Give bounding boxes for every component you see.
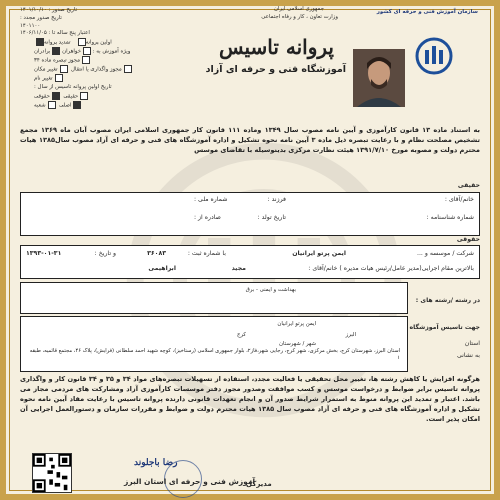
reg-date-value: ۱۳۹۳-۰۱-۳۱: [26, 250, 62, 257]
signer-name: رضا باجلوند: [134, 458, 178, 468]
agency-name: سازمان آموزش فنی و حرفه ای کشور: [376, 9, 478, 15]
certificate-body: [14, 0, 486, 500]
closing-text: هرگونه افزایش یا کاهش رشته ها، تغییر محل تحقیقی یا فعالیت مجدد، استفاده از تسهیلات تبصره‌های مواد ۳۴ و ۳۵ و ۳۴ قانون کار و واگذاری پروانه تاسیس برابر ضوابط و درخواست موسس و کسب موافقت وصدور مجوز دفتر موسسات کارآموزی آزاد ومشارکت های مردمی مجاز می باشد. اعتبار و تمدید این پروانه منوط به استمرار شرایط صدور آن و انجام تعهدات قانونی دارنده پروانه تاسیس با رعایت مفاد آیین نامه نحوه تشکیل و اداره آموزشگاه های فنی و حرفه ای آزاد مصوب سال ۱۳۸۵ هیات محترم دولت و ضوابط و مقررات سازمان و دستورالعمل اجرایی آن امکان پذیر است.: [20, 375, 480, 423]
fields-box: [20, 282, 408, 314]
certificate-subtitle: آموزشگاه فنی و حرفه ای آزاد: [205, 64, 346, 75]
province-value: البرز: [345, 332, 356, 338]
real-person-box: [20, 192, 480, 236]
tuition-row: مجوز تبصره ماده ۳۴: [34, 56, 90, 65]
renew-date: تاریخ صدور مجدد :: [20, 15, 62, 21]
qr-code-icon: [32, 453, 72, 493]
real-issued-from-label: صادره از :: [194, 214, 221, 221]
relocation-checkbox: [60, 65, 68, 73]
real-father-label: فرزند :: [267, 196, 286, 203]
real-checkbox: [80, 92, 88, 100]
preamble-text: به استناد ماده ۱۳ قانون کارآموزی و آیین نامه مصوب سال ۱۳۴۹ وماده ۱۱۱ قانون کار جمهوری اسلامی ایران مصوب آبان ماه ۱۳۶۹ مجمع تشخیص مصلحت نظام و با رعایت تبصره ذیل ماده ۳ آیین نامه نحوه تشکیل و اداره آموزشگاه های فنی و حرفه ای آزاد مصوب سال۱۳۸۵ هیات محترم دولت و مصوبه مورخ ۱۳۹۱/۷/۱۰ هیئت نظارت مرکزی بدینوسیله با تقاضای موسس: [20, 126, 480, 154]
transfer-row: مجوز واگذاری یا انتقال تغییر مکان: [34, 65, 132, 74]
signer-org: آموزش فنی و حرفه ای استان البرز: [124, 477, 256, 486]
city-value: کرج: [236, 332, 246, 338]
legal-section-heading: حقوقی: [456, 236, 480, 243]
first-license-date-row: تاریخ اولین پروانه تاسیس از سال :: [34, 84, 112, 90]
name-change-row: تغییر نام: [34, 74, 63, 83]
legal-entity-box: [20, 245, 480, 279]
tuition-checkbox: [82, 56, 90, 64]
first-license-row: اولین پروانه تمدید پروانه: [34, 38, 112, 47]
certificate-title: پروانه تاسیس: [218, 35, 334, 59]
branch-row: اصلی شعبه: [34, 101, 81, 110]
fields-label: در رشته /رشته های :: [415, 297, 480, 304]
ministry-name: وزارت تعاون ، کار و رفاه اجتماعی: [261, 14, 338, 20]
city-label: شهر / شهرستان: [279, 341, 316, 347]
province-label: استان: [464, 340, 480, 347]
license-number: ۱۴۰۱۱۰۰: [20, 23, 41, 29]
entity-type-row: حقیقی حقوقی: [34, 92, 88, 101]
female-checkbox: [83, 47, 91, 55]
branch-checkbox: [48, 101, 56, 109]
first-license-checkbox: [78, 38, 86, 46]
issue-date: تاریخ صدور : ۱۴۰۱/۱۰/۱۰: [20, 7, 78, 13]
validity-date: اعتبار پنج ساله تا : ۱۴۰۶/۱۱/۰۵: [20, 30, 90, 36]
address-label: به نشانی: [456, 352, 480, 359]
organization-logo-icon: [399, 28, 469, 88]
reg-date-label: و تاریخ :: [94, 250, 116, 257]
ceo-surname: ابراهیمی: [148, 265, 176, 272]
signer-title: مدیرکل: [246, 480, 272, 488]
ceo-label: بالاترین مقام اجرایی(مدیر عامل/رئیس هیات مدیره ) خانم/آقای :: [308, 265, 474, 272]
country-name: جمهوری اسلامی ایران: [273, 6, 324, 12]
real-name-label: خانم/آقای :: [444, 196, 474, 203]
reg-number-value: ۳۶۰۸۳: [147, 250, 166, 257]
transfer-checkbox: [124, 65, 132, 73]
address-box: [20, 316, 408, 372]
original-checkbox: [73, 101, 81, 109]
real-section-heading: حقیقی: [457, 182, 480, 189]
ceo-name: مجید: [231, 265, 246, 272]
name-change-checkbox: [55, 74, 63, 82]
gender-row: ویژه آموزش به : خواهران برادران: [34, 48, 131, 55]
real-national-id-label: شماره ملی :: [194, 196, 228, 203]
school-name: ایمن پرتو ایرانیان: [277, 321, 316, 327]
reg-number-label: با شماره ثبت :: [187, 250, 226, 257]
male-checkbox: [52, 47, 60, 55]
legal-checkbox: [52, 92, 60, 100]
holder-photo: [353, 49, 405, 107]
real-birth-date-label: تاریخ تولد :: [257, 214, 286, 221]
company-value: ایمن پرتو ایرانیان: [292, 250, 346, 257]
fields-value: بهداشت و ایمنی - برق: [245, 287, 296, 293]
company-label: شرکت / موسسه و ...: [417, 250, 474, 257]
establish-label: جهت تاسیس آموزشگاه: [409, 324, 480, 331]
real-id-number-label: شماره شناسنامه :: [426, 214, 474, 221]
renewal-checkbox: [36, 38, 44, 46]
address-value: استان البرز، شهرستان کرج، بخش مرکزی، شهر کرج، رجایی شهر،فاز۲، بلوار جمهوری اسلامی (رستاخیز)، کوچه شهید احمد سلطانی (فرایش)، پلاک ۴۶، مجتمع قائمیه، طبقه ۱: [29, 348, 400, 361]
